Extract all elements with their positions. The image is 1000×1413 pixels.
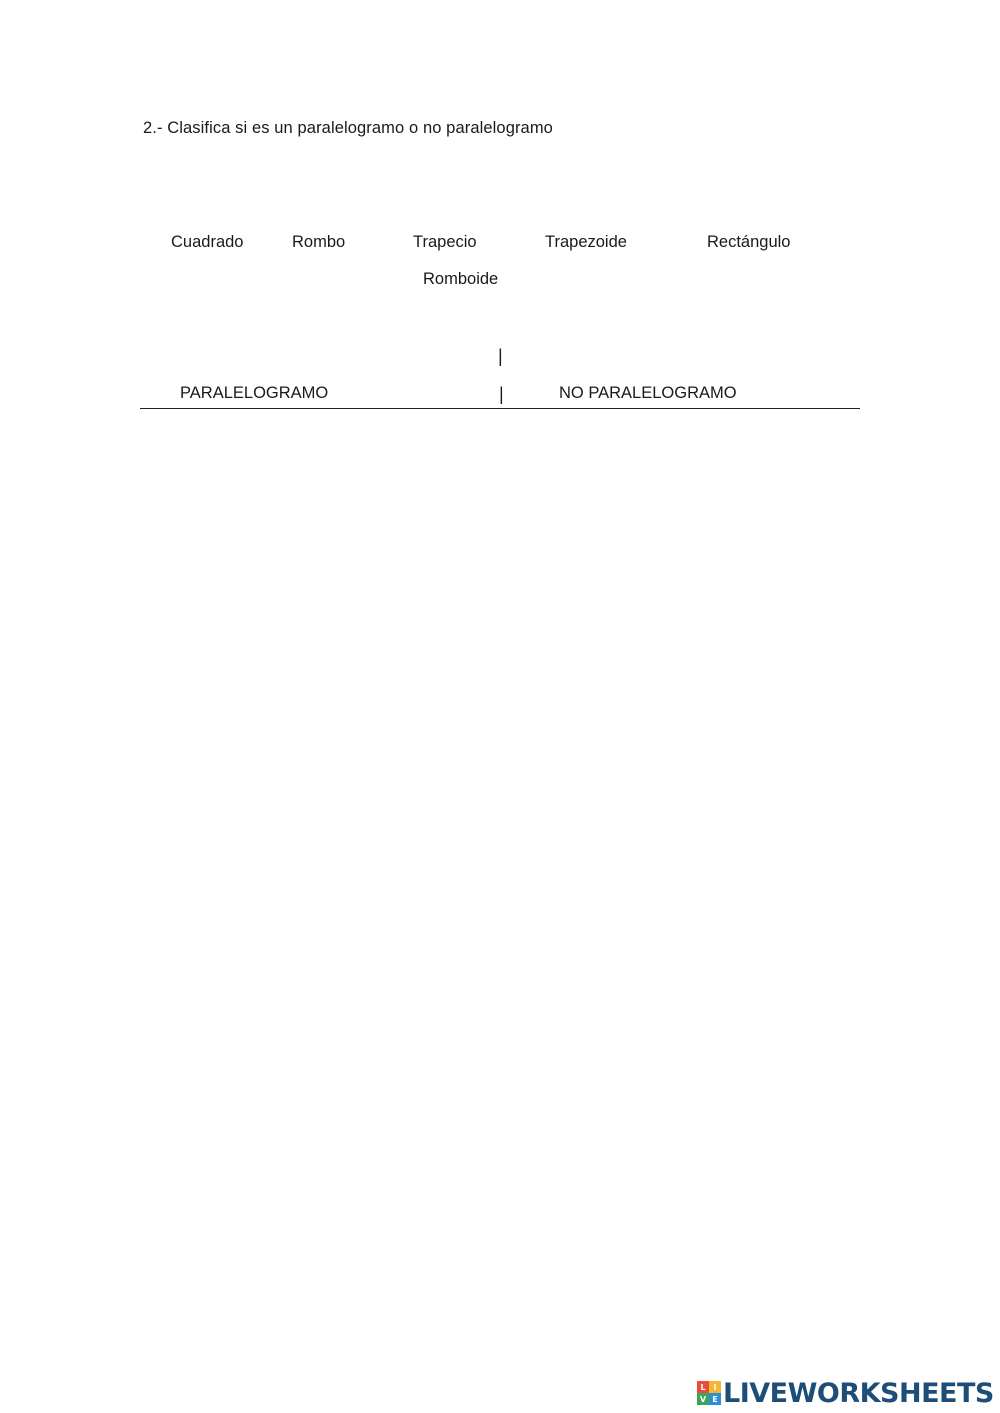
word-trapecio[interactable]: Trapecio — [413, 233, 477, 251]
word-romboide[interactable]: Romboide — [423, 270, 499, 288]
paralelogramo-column-header: PARALELOGRAMO — [180, 384, 329, 402]
liveworksheets-logo-mark-icon — [697, 1381, 721, 1405]
word-rombo[interactable]: Rombo — [292, 233, 346, 251]
word-trapezoide[interactable]: Trapezoide — [545, 233, 627, 251]
no-paralelogramo-column-header: NO PARALELOGRAMO — [559, 384, 737, 402]
column-separator-bottom: | — [499, 384, 504, 404]
logo-mark-cell: I — [709, 1381, 721, 1393]
column-separator-top: | — [498, 346, 503, 366]
word-cuadrado[interactable]: Cuadrado — [171, 233, 244, 251]
logo-mark-cell: L — [697, 1381, 709, 1393]
question-title: 2.- Clasifica si es un paralelogramo o no paralelogramo — [143, 119, 553, 137]
liveworksheets-logo — [697, 1378, 994, 1408]
logo-mark-cell: V — [697, 1393, 709, 1405]
logo-text: LIVEWORKSHEETS — [723, 1377, 994, 1409]
word-rectangulo[interactable]: Rectángulo — [707, 233, 791, 251]
table-baseline — [140, 408, 860, 409]
logo-mark-cell: E — [709, 1393, 721, 1405]
